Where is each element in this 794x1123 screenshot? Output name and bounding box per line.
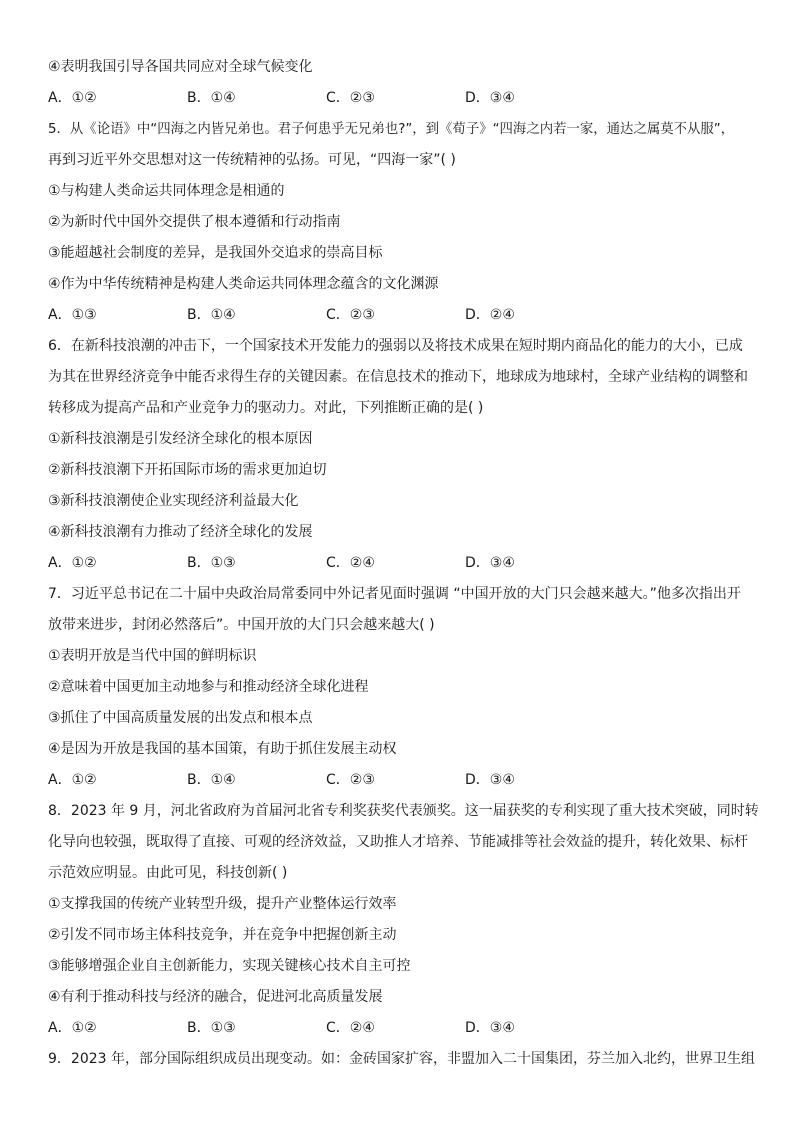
option-1: ①新科技浪潮是引发经济全球化的根本原因 <box>48 431 313 447</box>
question-stem-line: 示范效应明显。由此可见，科技创新( ) <box>48 865 288 881</box>
option-1: ①与构建人类命运共同体理念是相通的 <box>48 183 285 199</box>
option-2: ②意味着中国更加主动地参与和推动经济全球化进程 <box>48 679 369 695</box>
option-3: ③新科技浪潮使企业实现经济利益最大化 <box>48 493 299 509</box>
choice-d: D．③④ <box>465 1020 515 1036</box>
choice-c: C．②③ <box>326 307 375 323</box>
question-stem-line: 再到习近平外交思想对这一传统精神的弘扬。可见，“四海一家”( ) <box>48 152 456 168</box>
question-stem-line: 7．习近平总书记在二十届中央政治局常委同中外记者见面时强调 “中国开放的大门只会越来越大。”他多次指出开 <box>48 586 741 602</box>
choice-c: C．②③ <box>326 90 375 106</box>
choice-b: B．①③ <box>187 555 236 571</box>
question-stem-line: 放带来进步，封闭必然落后”。中国开放的大门只会越来越大( ) <box>48 617 435 633</box>
question-4-option-4: ④表明我国引导各国共同应对全球气候变化 <box>48 59 313 75</box>
option-3: ③能超越社会制度的差异，是我国外交追求的崇高目标 <box>48 245 383 261</box>
option-3: ③能够增强企业自主创新能力，实现关键核心技术自主可控 <box>48 958 411 974</box>
question-5 <box>48 114 778 331</box>
choice-c: C．②③ <box>326 772 375 788</box>
question-7 <box>48 579 778 796</box>
option-4: ④有利于推动科技与经济的融合，促进河北高质量发展 <box>48 989 383 1005</box>
option-2: ②为新时代中国外交提供了根本遵循和行动指南 <box>48 214 341 230</box>
option-2: ②引发不同市场主体科技竞争，并在竞争中把握创新主动 <box>48 927 397 943</box>
choice-a: A．①③ <box>48 307 97 323</box>
question-stem-line: 6．在新科技浪潮的冲击下，一个国家技术开发能力的强弱以及将技术成果在短时期内商品化的能力的大小，已成 <box>48 338 743 354</box>
question-stem-line: 化导向也较强，既取得了直接、可观的经济效益，又助推人才培养、节能减排等社会效益的提升，转化效果、标杆 <box>48 834 748 850</box>
choice-d: D．③④ <box>465 90 515 106</box>
choice-d: D．③④ <box>465 555 515 571</box>
choice-a: A．①② <box>48 90 97 106</box>
choice-a: A．①② <box>48 772 97 788</box>
option-3: ③抓住了中国高质量发展的出发点和根本点 <box>48 710 313 726</box>
exam-page <box>48 52 778 1075</box>
question-stem-line: 8．2023 年 9 月，河北省政府为首届河北省专利奖获奖代表颁奖。这一届获奖的专利实现了重大技术突破，同时转 <box>48 803 759 819</box>
option-4: ④作为中华传统精神是构建人类命运共同体理念蕴含的文化渊源 <box>48 276 439 292</box>
choice-d: D．③④ <box>465 772 515 788</box>
question-6 <box>48 331 778 579</box>
question-9 <box>48 1044 778 1075</box>
choice-b: B．①④ <box>187 307 236 323</box>
question-stem-line: 为其在世界经济竞争中能否求得生存的关键因素。在信息技术的推动下，地球成为地球村，全球产业结构的调整和 <box>48 369 748 385</box>
question-stem-line: 转移成为提高产品和产业竞争力的驱动力。对此，下列推断正确的是( ) <box>48 400 484 416</box>
option-1: ①表明开放是当代中国的鲜明标识 <box>48 648 257 664</box>
option-2: ②新科技浪潮下开拓国际市场的需求更加迫切 <box>48 462 327 478</box>
option-4: ④是因为开放是我国的基本国策，有助于抓住发展主动权 <box>48 741 397 757</box>
answer-choices <box>48 1013 778 1044</box>
question-stem-line: 5．从《论语》中“四海之内皆兄弟也。君子何患乎无兄弟也?”，到《荀子》“四海之内若一家，通达之属莫不从服”， <box>48 122 735 137</box>
choice-b: B．①③ <box>187 1020 236 1036</box>
choice-c: C．②④ <box>326 1020 375 1036</box>
choice-a: A．①② <box>48 1020 97 1036</box>
question-stem-line: 9．2023 年，部分国际组织成员出现变动。如：金砖国家扩容，非盟加入二十国集团，芬兰加入北约，世界卫生组 <box>48 1051 755 1067</box>
answer-choices <box>48 548 778 579</box>
choice-b: B．①④ <box>187 772 236 788</box>
option-4: ④新科技浪潮有力推动了经济全球化的发展 <box>48 524 313 540</box>
choice-d: D．②④ <box>465 307 515 323</box>
option-1: ①支撑我国的传统产业转型升级，提升产业整体运行效率 <box>48 896 397 912</box>
question-8 <box>48 796 778 1044</box>
choice-c: C．②④ <box>326 555 375 571</box>
choice-b: B．①④ <box>187 90 236 106</box>
answer-choices <box>48 765 778 796</box>
choice-a: A．①② <box>48 555 97 571</box>
question-4-choices <box>48 83 778 114</box>
answer-choices <box>48 300 778 331</box>
